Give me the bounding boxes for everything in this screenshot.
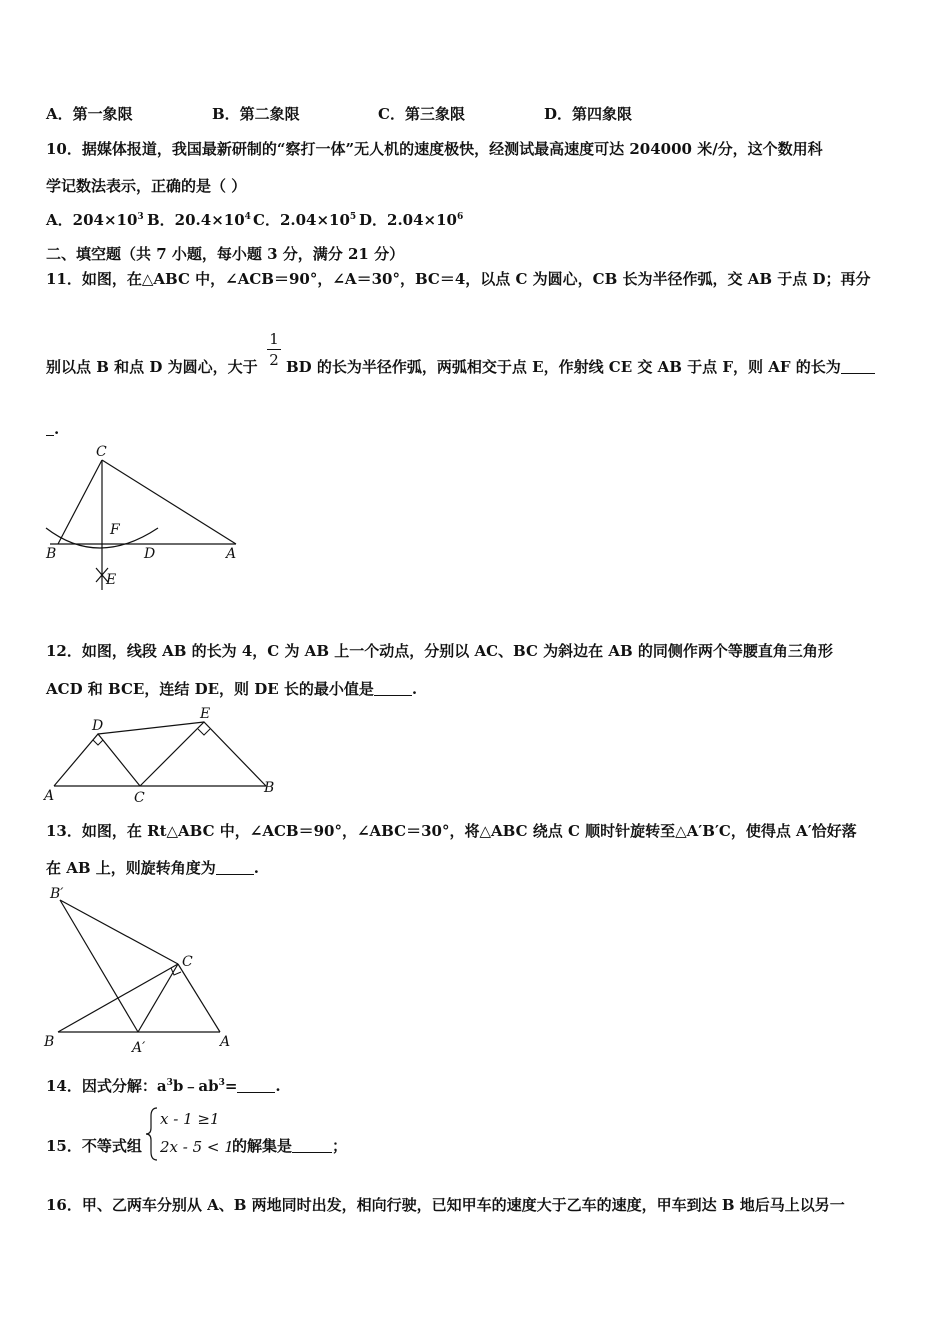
- q10-option-d: D．$2.04\times 10^6$: [359, 211, 464, 229]
- q13-label-bp: B′: [50, 886, 64, 902]
- q11-label-d: D: [144, 546, 156, 562]
- q11-segment-cb: [58, 460, 102, 544]
- q13-segment-apc: [138, 964, 178, 1032]
- q10-option-a: A．$204\times 10^3$: [46, 211, 144, 229]
- q12-label-d: D: [92, 718, 104, 734]
- q11-line2-post: BD 的长为半径作弧，两弧相交于点 E，作射线 CE 交 AB 于点 F，则 AF 的长为: [286, 356, 875, 377]
- q13-figure: [40, 880, 250, 1060]
- q11-segment-ca: [102, 460, 236, 544]
- q13-segment-ca: [178, 964, 220, 1032]
- q13-line2: 在 AB 上，则旋转角度为 .: [46, 859, 259, 877]
- q14-answer-blank[interactable]: [237, 1078, 275, 1093]
- q12-label-b: B: [264, 780, 275, 796]
- q13-label-a: A: [220, 1034, 231, 1050]
- q13-label-c: C: [182, 954, 193, 970]
- q11-label-a: A: [226, 546, 237, 562]
- q12-right-angle-e: [198, 729, 210, 735]
- q9-option-b: B．第二象限: [212, 105, 300, 123]
- q11-frac-numerator: 1: [269, 330, 279, 348]
- q9-option-a: A．第一象限: [46, 105, 133, 123]
- q15-answer-blank[interactable]: [292, 1138, 332, 1153]
- q12-line1: 12．如图，线段 AB 的长为 4，C 为 AB 上一个动点，分别以 AC、BC 为斜边在 AB 的同侧作两个等腰直角三角形: [46, 642, 833, 660]
- q15-brace: [145, 1106, 159, 1162]
- q15-row2: 2x - 5 < 1: [160, 1138, 234, 1156]
- q9-option-d: D．第四象限: [544, 105, 633, 123]
- q10-option-c: C．$2.04\times 10^5$: [253, 211, 357, 229]
- q12-answer-blank[interactable]: [374, 681, 412, 696]
- q11-label-b: B: [46, 546, 57, 562]
- q12-line2: ACD 和 BCE，连结 DE，则 DE 长的最小值是 .: [46, 680, 418, 698]
- q11-label-c: C: [96, 444, 107, 460]
- q11-line3: .: [46, 420, 59, 438]
- q10-line2: 学记数法表示，正确的是（ ）: [46, 177, 247, 195]
- q12-label-a: A: [44, 788, 55, 804]
- q12-label-c: C: [134, 790, 145, 806]
- q14-line: 14．因式分解：$a^3b﹣ab^3=$ .: [46, 1077, 281, 1095]
- q13-segment-bc: [58, 964, 178, 1032]
- q11-label-e: E: [106, 572, 117, 588]
- q12-triangle-bce: [140, 722, 266, 786]
- q12-label-e: E: [200, 706, 211, 722]
- q13-answer-blank[interactable]: [216, 860, 254, 875]
- q15-row1: x - 1 ≥1: [160, 1110, 220, 1128]
- q12-segment-de: [98, 722, 204, 734]
- q13-line1: 13．如图，在 Rt△ABC 中，∠ACB＝90°，∠ABC＝30°，将△ABC 绕点 C 顺时针旋转至△A′B′C，使得点 A′恰好落: [46, 822, 857, 840]
- q11-answer-blank-cont[interactable]: [46, 421, 54, 436]
- q12-figure: [40, 702, 290, 806]
- q11-line2-pre: 别以点 B 和点 D 为圆心，大于: [46, 358, 258, 376]
- q15-post: 的解集是 ；: [232, 1137, 348, 1155]
- q13-segment-bpap: [60, 900, 138, 1032]
- section-heading: 二、填空题（共 7 小题，每小题 3 分，满分 21 分）: [46, 245, 405, 263]
- q9-option-c: C．第三象限: [378, 105, 465, 123]
- q11-figure: [40, 440, 250, 600]
- q10-option-b: B．$20.4\times 10^4$: [147, 211, 251, 229]
- q11-label-f: F: [110, 522, 120, 538]
- q12-triangle-acd: [54, 734, 140, 786]
- q13-label-b: B: [44, 1034, 55, 1050]
- q16-line1: 16．甲、乙两车分别从 A、B 两地同时出发，相向行驶，已知甲车的速度大于乙车的速度，甲车到达 B 地后马上以另一: [46, 1196, 845, 1214]
- q10-line1: 10．据媒体报道，我国最新研制的“察打一体”无人机的速度极快，经测试最高速度可达 204000 米/分，这个数用科: [46, 140, 823, 158]
- q11-line1: 11．如图，在△ABC 中，∠ACB＝90°，∠A＝30°，BC＝4，以点 C 为圆心，CB 长为半径作弧，交 AB 于点 D；再分: [46, 270, 871, 288]
- q11-frac-denominator: 2: [269, 351, 279, 369]
- q13-segment-bpc: [60, 900, 178, 964]
- q15-pre: 15．不等式组: [46, 1137, 142, 1155]
- q12-right-angle-d: [93, 740, 103, 745]
- q11-fraction: [267, 330, 281, 369]
- q11-answer-blank[interactable]: [841, 359, 875, 374]
- q13-label-ap: A′: [132, 1040, 146, 1056]
